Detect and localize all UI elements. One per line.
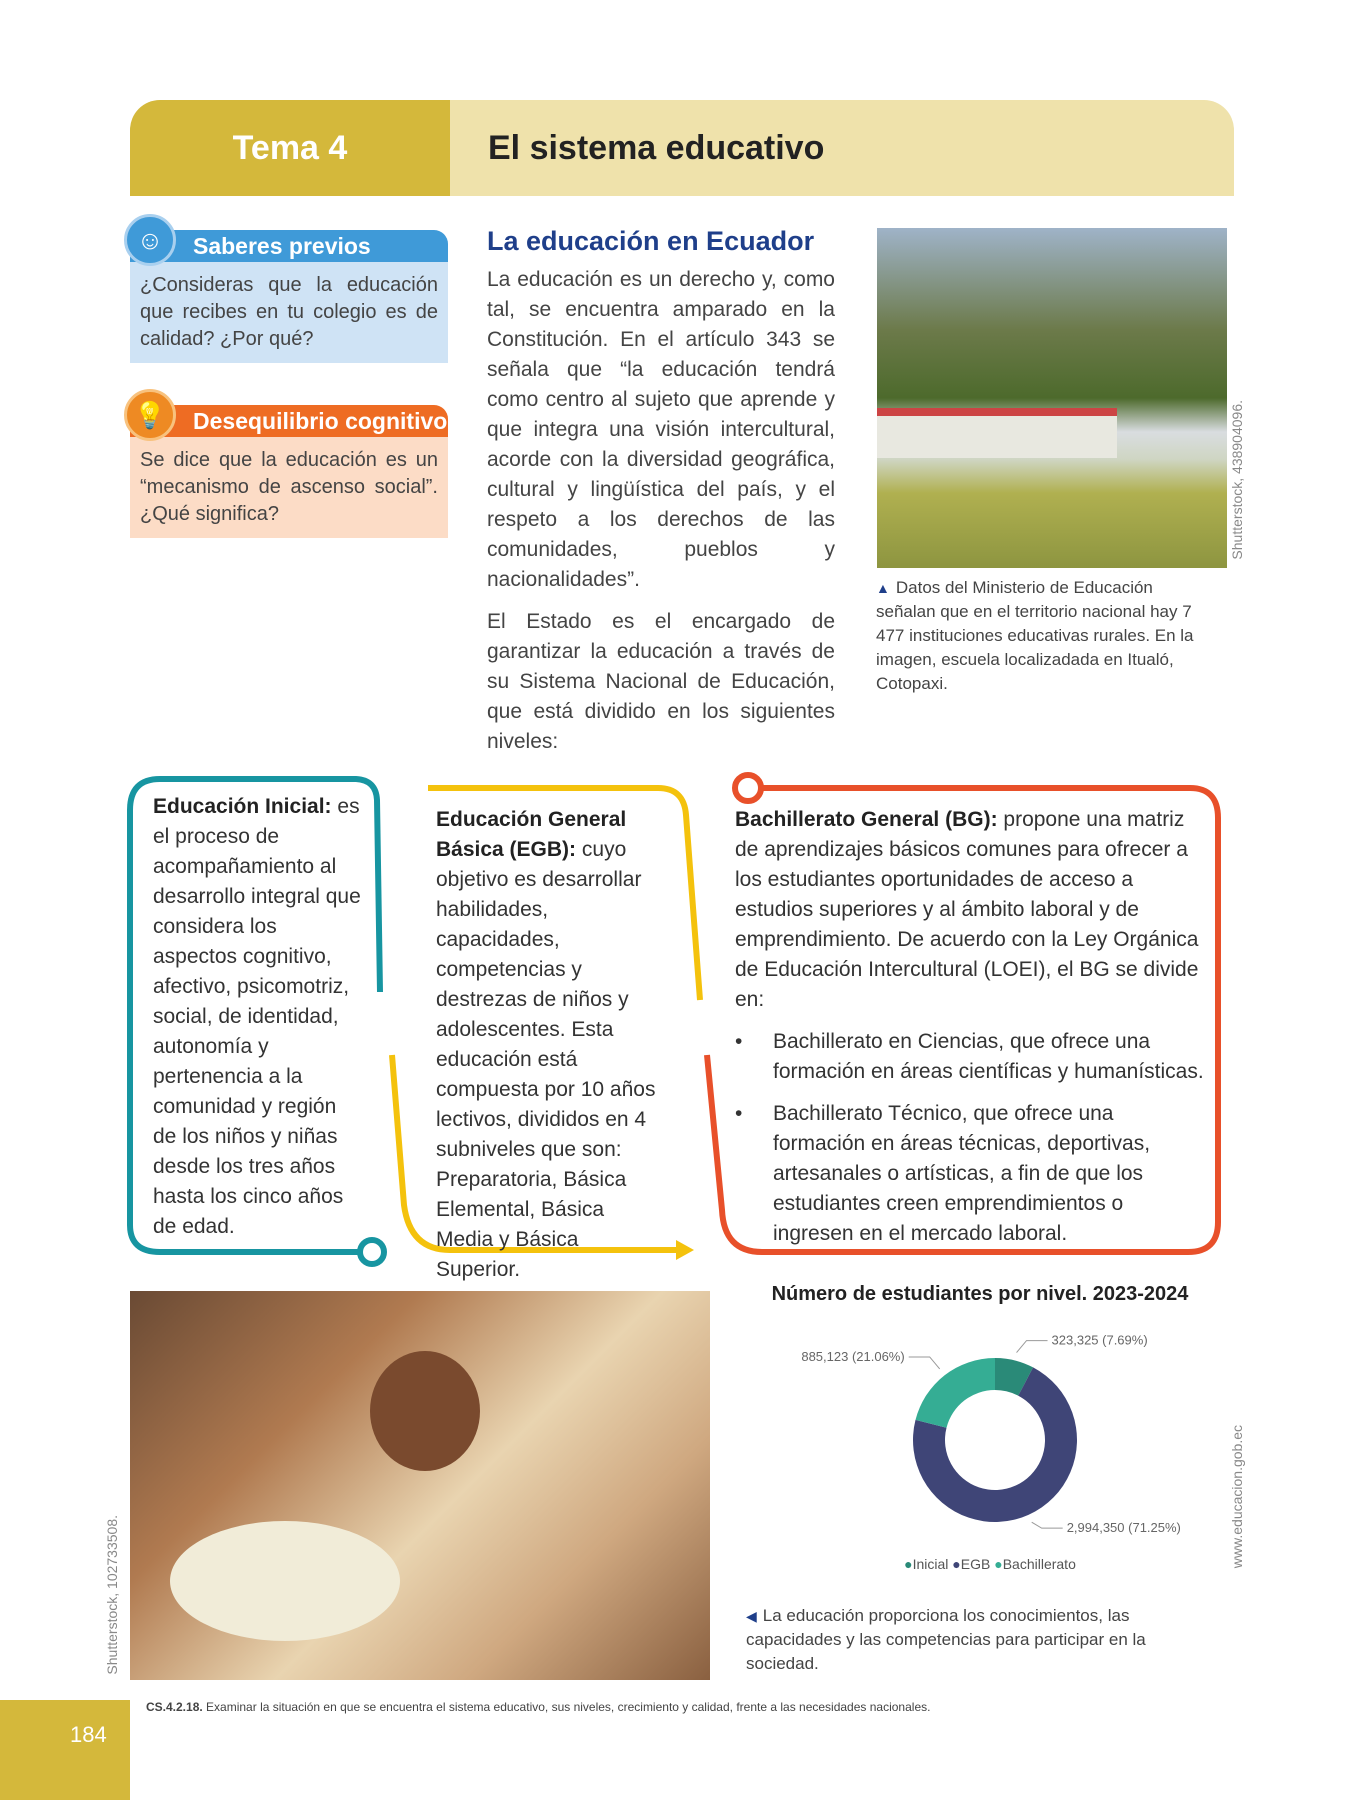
leader-line [1017, 1341, 1048, 1353]
level-bg [735, 805, 1207, 1249]
paragraph: La educación es un derecho y, como tal, se encuentra amparado en la Constitución. En el artículo 343 se señala que “la educación tendrá como centro al sujeto que aprende y que integra una visión intercultural, acorde con la diversidad geográfica, cultural y lingüística del país, y el respeto a los derechos de las comunidades, pueblos y nacionalidades”. [487, 268, 835, 591]
tema-label: Tema 4 [130, 100, 450, 196]
triangle-left-icon: ◀ [746, 1608, 757, 1624]
donut-slice-bachillerato [915, 1358, 995, 1428]
objective-text: Examinar la situación en que se encuentra el sistema educativo, sus niveles, crecimiento y calidad, frente a las necesidades nacionales. [206, 1700, 931, 1714]
chart-credit: www.educacion.gob.ec [1229, 1425, 1245, 1569]
footer-objective [146, 1700, 930, 1714]
lightbulb-brain-icon: 💡 [124, 389, 176, 441]
child-figure [370, 1351, 480, 1471]
leader-line [1032, 1522, 1063, 1528]
desequilibrio-text: Se dice que la educación es un “mecanismo de ascenso social”. ¿Qué significa? [130, 437, 448, 538]
level-egb [436, 805, 661, 1285]
triangle-up-icon: ▲ [876, 580, 890, 596]
children-painting-photo [130, 1291, 710, 1680]
saberes-title: Saberes previos [130, 230, 448, 262]
level-title: Educación General Básica (EGB): [436, 808, 627, 861]
level-text: cuyo objetivo es desarrollar habilidades, capacidades, competencias y destrezas de niños y adolescentes. Esta educación está compuesta por 10 años lectivos, divididos en 4 subniveles que son: Preparatoria, Básica Elemental, Básica Media y Básica Superior. [436, 838, 656, 1281]
page-title: El sistema educativo [450, 100, 1234, 196]
section-heading: La educación en Ecuador [487, 226, 815, 256]
chart-title: Número de estudiantes por nivel. 2023-2024 [771, 1283, 1189, 1305]
paint-palette [170, 1521, 400, 1641]
chart-caption: ◀ La educación proporciona los conocimientos, las capacidades y las competencias para participar en la sociedad. [746, 1606, 1146, 1673]
legend-item: ●Bachillerato [994, 1556, 1076, 1572]
legend-item: ●EGB [952, 1556, 991, 1572]
donut-chart [740, 1320, 1240, 1580]
level-text: es el proceso de acompañamiento al desarrollo integral que considera los aspectos cognitivo, afectivo, psicomotriz, social, de identidad, autonomía y pertenencia a la comunidad y región de los niños y niñas desde los tres años hasta los cinco años de edad. [153, 795, 361, 1238]
saberes-text: ¿Consideras que la educación que recibes en tu colegio es de calidad? ¿Por qué? [130, 262, 448, 363]
objective-code: CS.4.2.18. [146, 1700, 203, 1714]
level-title: Bachillerato General (BG): [735, 808, 998, 831]
data-label: 2,994,350 (71.25%) [1066, 1520, 1181, 1536]
legend-item: ●Inicial [904, 1556, 949, 1572]
level-text: propone una matriz de aprendizajes básicos comunes para ofrecer a los estudiantes oportunidades de acceso a estudios superiores y al ámbito laboral y de emprendimiento. De acuerdo con la Ley Orgánica de Educación Intercultural (LOEI), el BG se divide en: [735, 808, 1199, 1011]
chart-legend [740, 1556, 1240, 1572]
photo-credit: Shutterstock, 438904096. [1229, 400, 1245, 560]
photo-credit: Shutterstock, 102733508. [104, 1515, 120, 1675]
page-number: 184 [0, 1700, 130, 1800]
bullet-item: • Bachillerato en Ciencias, que ofrece una formación en áreas científicas y humanísticas. [735, 1030, 1204, 1083]
bullet-item: • Bachillerato Técnico, que ofrece una formación en áreas técnicas, deportivas, artesanales o artísticas, a fin de que los estudiantes creen emprendimientos o ingresen en el mercado laboral. [735, 1102, 1151, 1245]
leader-line [909, 1357, 940, 1369]
caption-text: Datos del Ministerio de Educación señalan que en el territorio nacional hay 7 477 instituciones educativas rurales. En la imagen, escuela localizadada en Itualó, Cotopaxi. [876, 578, 1194, 693]
data-label: 885,123 (21.06%) [801, 1348, 905, 1364]
level-title: Educación Inicial: [153, 795, 332, 818]
level-inicial [153, 792, 363, 1242]
paragraph: El Estado es el encargado de garantizar la educación a través de su Sistema Nacional de Educación, que está dividido en los siguientes niveles: [487, 610, 835, 753]
brain-head-icon: ☺ [124, 214, 176, 266]
desequilibrio-title: Desequilibrio cognitivo [130, 405, 448, 437]
data-label: 323,325 (7.69%) [1051, 1332, 1148, 1348]
